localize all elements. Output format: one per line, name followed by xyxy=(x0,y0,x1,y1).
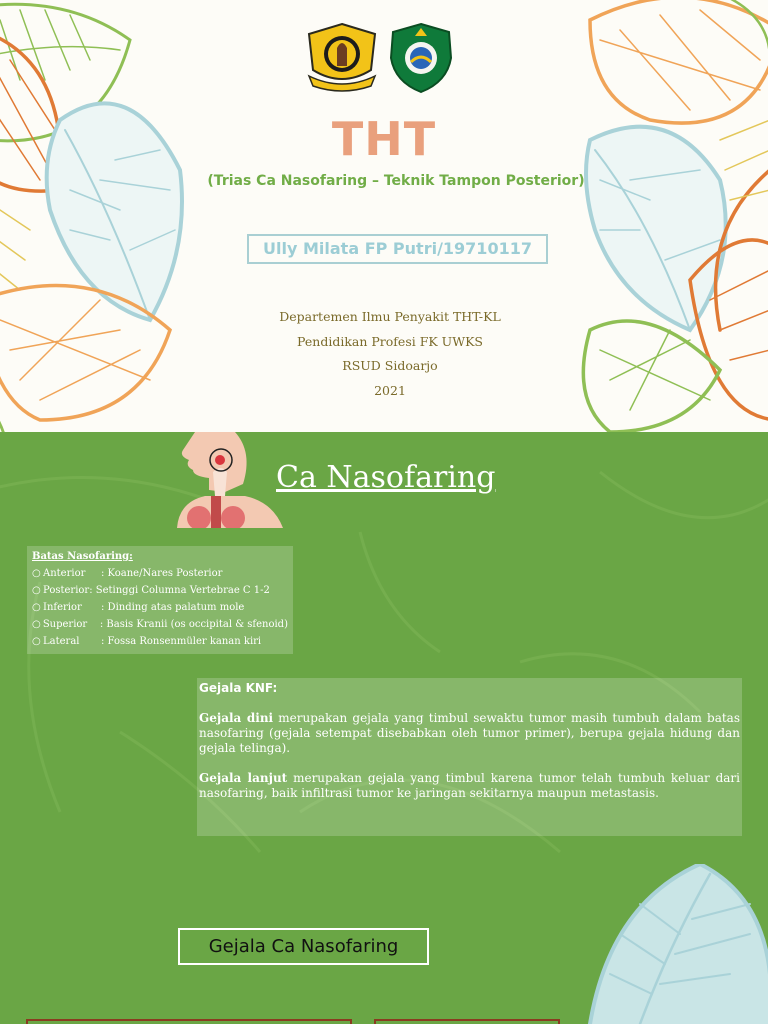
batas-nasofaring-box xyxy=(27,546,293,654)
content-box-edge xyxy=(26,1019,352,1024)
department-info xyxy=(0,305,768,403)
batas-item: ○ Lateral : Fossa Ronsenmüler kanan kiri xyxy=(32,636,262,647)
gejala-heading: Gejala KNF: xyxy=(199,681,278,695)
batas-heading: Batas Nasofaring: xyxy=(32,551,133,562)
presentation-title: THT xyxy=(331,112,437,166)
slide-title: Ca Nasofaring xyxy=(276,460,496,495)
gejala-lanjut-paragraph: Gejala lanjut merupakan gejala yang timbul karena tumor telah tumbuh keluar dari nasofaring, baik infiltrasi tumor ke jaringan sekitarnya maupun metastasis. xyxy=(199,771,740,800)
gejala-dini-paragraph: Gejala dini merupakan gejala yang timbul sewaktu tumor masih tumbuh dalam batas nasofaring (gejala setempat disebabkan oleh tumor primer), berupa gejala hidung dan gejala telinga). xyxy=(199,711,740,755)
cover-slide xyxy=(0,0,768,432)
university-logo-icon xyxy=(305,22,379,94)
content-box-edge xyxy=(374,1019,560,1024)
program-line: Pendidikan Profesi FK UWKS xyxy=(297,333,483,349)
gejala-slide xyxy=(0,864,768,1024)
presentation-subtitle: (Trias Ca Nasofaring – Teknik Tampon Posterior) xyxy=(207,173,585,189)
gejala-knf-box xyxy=(197,678,742,836)
author-name: Ully Milata FP Putri/19710117 xyxy=(247,234,548,264)
hospital-line: RSUD Sidoarjo xyxy=(342,358,438,373)
logo-group xyxy=(305,22,457,94)
year-line: 2021 xyxy=(374,382,406,398)
department-line: Departemen Ilmu Penyakit THT-KL xyxy=(279,309,501,324)
ca-nasofaring-slide xyxy=(0,432,768,864)
batas-item: ○ Inferior : Dinding atas palatum mole xyxy=(32,602,245,613)
batas-item: ○ Superior : Basis Kranii (os occipital & sfenoid) xyxy=(32,619,288,630)
slide-title: Gejala Ca Nasofaring xyxy=(178,928,429,965)
batas-item: ○ Anterior : Koane/Nares Posterior xyxy=(32,568,223,579)
leaf-decoration-right xyxy=(580,864,768,1024)
regency-logo-icon xyxy=(385,22,457,94)
batas-item: ○ Posterior : Setinggi Columna Vertebrae C 1-2 xyxy=(32,585,270,596)
head-anatomy-icon xyxy=(165,432,285,528)
